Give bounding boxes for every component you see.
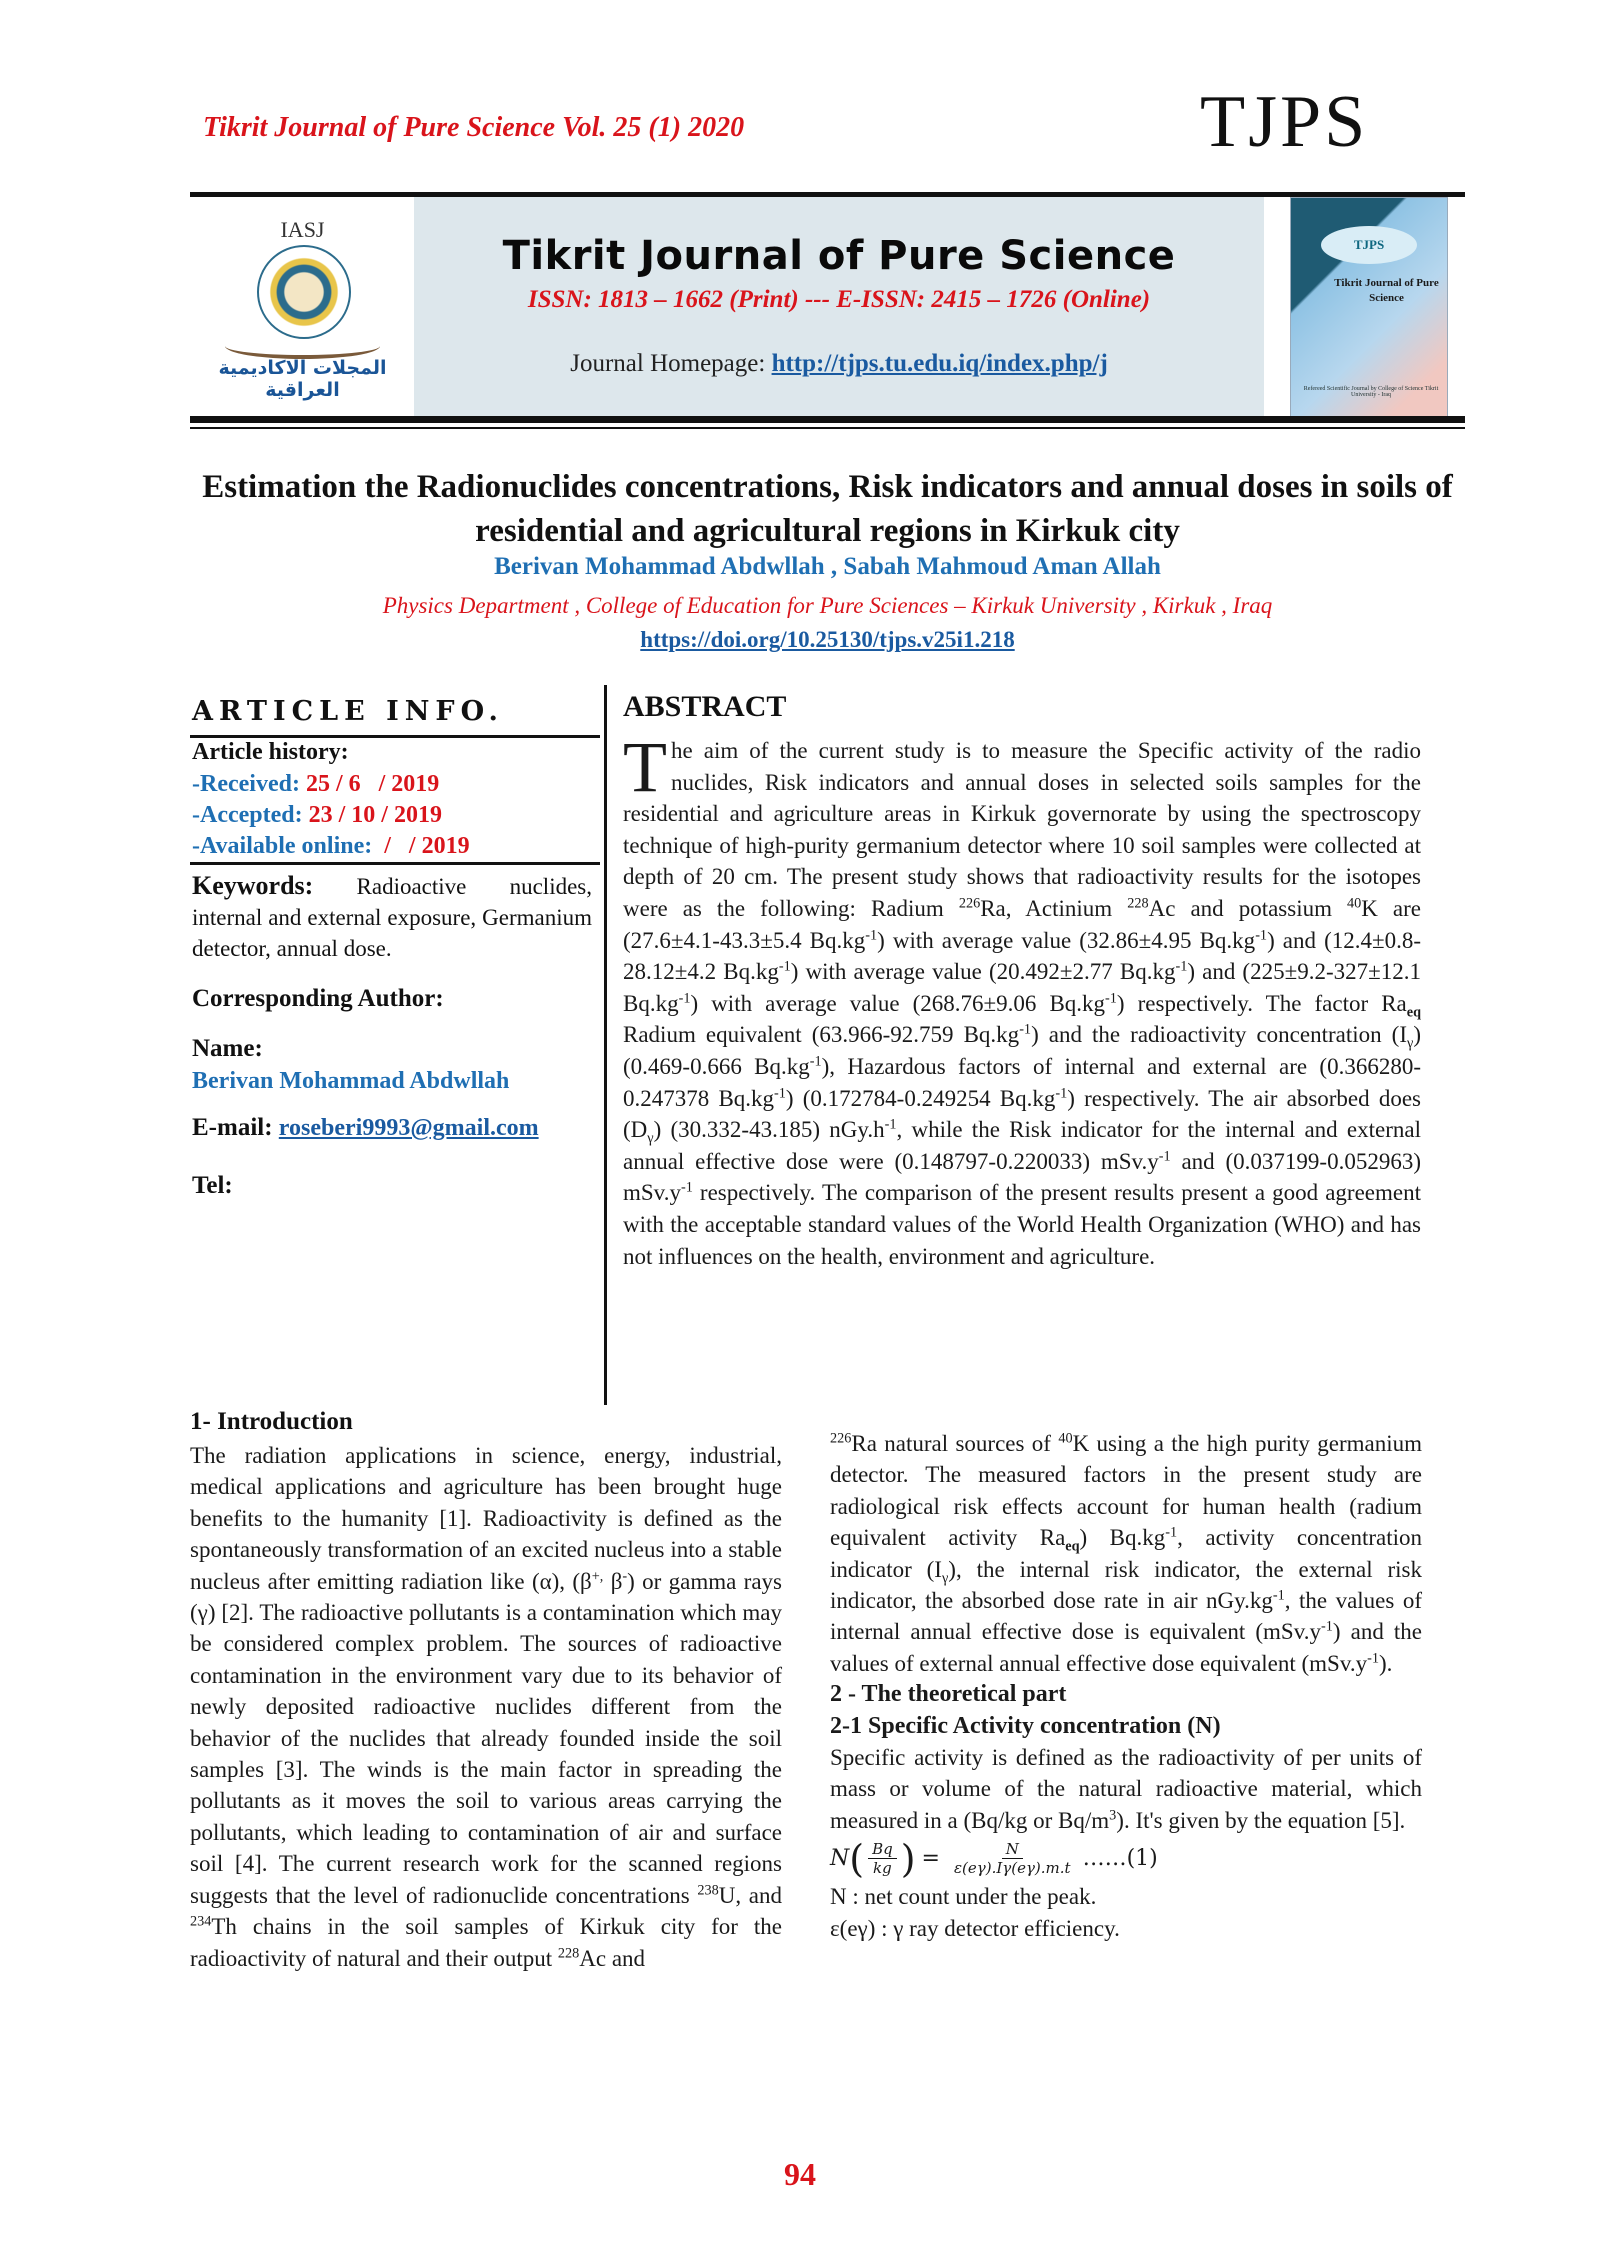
journal-cover-image — [1290, 197, 1448, 418]
exponent: -1 — [678, 990, 691, 1007]
body-text: Ra natural sources of — [851, 1431, 1059, 1456]
homepage-link[interactable]: http://tjps.tu.edu.iq/index.php/j — [771, 350, 1108, 377]
exponent: -1 — [1105, 990, 1117, 1007]
history-key: -Available online: — [192, 833, 379, 859]
history-value: 25 / 6 / 2019 — [305, 771, 440, 797]
definition-n: N : net count under the peak. — [830, 1884, 1097, 1910]
section-2-1-heading: 2-1 Specific Activity concentration (N) — [830, 1712, 1221, 1739]
subscript: eq — [1406, 1004, 1421, 1021]
abstract-text: Radium equivalent (63.966-92.759 Bq.kg — [623, 1022, 1020, 1048]
definition-epsilon: ε(eγ) : γ ray detector efficiency. — [830, 1915, 1120, 1941]
email-link[interactable]: roseberi9993@gmail.com — [278, 1115, 539, 1141]
body-text: Th chains in the soil samples of Kirkuk city for the radioactivity of natural and their output — [190, 1914, 782, 1971]
exponent: -1 — [1175, 958, 1188, 975]
rhs-fraction — [950, 1840, 1075, 1877]
abstract-text: ) (0.172784-0.249254 Bq.kg — [785, 1085, 1056, 1111]
exponent: -1 — [1255, 926, 1268, 943]
iasj-logo — [195, 205, 410, 410]
introduction-body — [190, 1440, 782, 1974]
body-text: ), the internal risk indicator, the external risk indicator, the absorbed dose rate in air nGy.kg — [830, 1556, 1422, 1614]
abstract-heading: ABSTRACT — [623, 690, 787, 723]
tel-label: Tel: — [192, 1172, 233, 1199]
body-text: ) and the values of external annual effective dose equivalent (mSv.y — [830, 1619, 1422, 1676]
abstract-text: ) with average value (268.76±9.06 Bq.kg — [690, 990, 1106, 1016]
body-text: , activity concentration indicator (I — [830, 1525, 1422, 1582]
paren-open: ( — [849, 1836, 865, 1881]
abstract-text: ) and (225±9.2-327±12.1 Bq.kg — [623, 959, 1421, 1016]
exponent: -1 — [1320, 1618, 1333, 1635]
iasj-label: IASJ — [280, 217, 325, 242]
article-doi — [190, 627, 1465, 653]
body-text: K using a the high purity germanium detector. The measured factors in the present study are radiological risk effects account for human health (radium equivalent activity Ra — [830, 1431, 1422, 1551]
history-available-online — [192, 833, 470, 860]
exponent: -1 — [774, 1084, 786, 1101]
abstract-text: respectively. The comparison of the present results present a good agreement with the acceptable standard values of the World Health Organization (WHO) and has not influences on the health, environment and agriculture. — [623, 1180, 1421, 1269]
iasj-emblem-icon — [257, 245, 351, 339]
superscript: 3 — [1109, 1807, 1117, 1824]
equation-1 — [830, 1836, 1422, 1881]
unit-fraction — [868, 1840, 897, 1877]
body-text: β — [603, 1568, 623, 1594]
history-value: 23 / 10 / 2019 — [308, 802, 442, 828]
keywords-list: Radioactive nuclides, internal and external exposure, Germanium detector, annual dose. — [192, 874, 592, 961]
introduction-heading: 1- Introduction — [190, 1408, 353, 1435]
corresponding-author-label: Corresponding Author: — [192, 985, 444, 1012]
body-text: U, and — [718, 1882, 782, 1908]
article-title: Estimation the Radionuclides concentrations, Risk indicators and annual doses in soils of residential and agricultural regions in Kirkuk city — [202, 469, 1453, 549]
abstract-text: ) with average value (32.86±4.95 Bq.kg — [877, 927, 1256, 953]
fraction-denominator: kg — [873, 1859, 892, 1878]
history-key: -Received: — [192, 771, 306, 797]
keywords-label: Keywords: — [192, 871, 314, 900]
abstract-text: ) with average value (20.492±2.77 Bq.kg — [790, 959, 1176, 985]
section-2-1-text — [830, 1742, 1422, 1836]
subscript: γ — [1407, 1035, 1414, 1052]
fraction-denominator: ε(eγ).Iγ(eγ).m.t — [953, 1859, 1071, 1878]
cover-title: Tikrit Journal of Pure Science — [1334, 277, 1439, 304]
subscript: eq — [1065, 1538, 1080, 1555]
body-text: ). It's given by the equation [5]. — [1116, 1807, 1406, 1833]
mass-number: 238 — [697, 1882, 719, 1899]
mass-number: 228 — [557, 1944, 580, 1961]
fraction-numerator: N — [1002, 1840, 1023, 1859]
journal-issn: ISSN: 1813 – 1662 (Print) --- E-ISSN: 2415 – 1726 (Online) — [527, 286, 1151, 313]
abstract-text: ) respectively. The factor Ra — [1116, 990, 1407, 1016]
body-text: Specific activity is defined as the radioactivity of per units of mass or volume of the natural radioactive material, which measured in a (Bq/kg or Bq/m — [830, 1745, 1422, 1833]
journal-homepage — [414, 350, 1264, 378]
abstract-text: ) respectively. The air absorbed does (D — [623, 1085, 1421, 1143]
journal-name: Tikrit Journal of Pure Science — [502, 233, 1176, 279]
body-text: Ac and — [579, 1945, 646, 1971]
article-info-rule — [190, 735, 600, 738]
abstract-text: and (0.037199-0.052963) mSv.y — [623, 1148, 1421, 1206]
abstract-text: , while the Risk indicator for the internal and external annual effective dose were (0.148797-0.220033) mSv.y — [623, 1117, 1421, 1174]
journal-mark: TJPS — [1200, 81, 1369, 163]
exponent: -1 — [1165, 1524, 1178, 1541]
abstract-text: ) (0.469-0.666 Bq.kg — [623, 1022, 1421, 1079]
exponent: -1 — [680, 1179, 693, 1196]
banner-bottom-rule — [190, 416, 1465, 423]
page-number: 94 — [784, 2156, 816, 2192]
body-text: ). — [1378, 1650, 1393, 1676]
exponent: -1 — [884, 1116, 897, 1133]
mass-number: 40 — [1058, 1430, 1073, 1447]
email-row — [192, 1114, 539, 1142]
cover-footer: Refereed Scientific Journal by College of Science Tikrit University - Iraq — [1303, 386, 1439, 398]
running-title: Tikrit Journal of Pure Science Vol. 25 (1) 2020 — [203, 112, 745, 143]
abstract-text: ) and (12.4±0.8-28.12±4.2 Bq.kg — [623, 927, 1422, 985]
article-info-rule — [190, 862, 600, 865]
abstract-text: ) (30.332-43.185) nGy.h — [653, 1117, 885, 1143]
abstract-text: Ac and potassium — [1148, 895, 1348, 921]
article-info-heading: ARTICLE INFO. — [192, 696, 504, 727]
history-accepted — [192, 802, 442, 829]
body-text: The radiation applications in science, energy, industrial, medical applications and agriculture has been brought huge benefits to the humanity [1]. Radioactivity is defined as the spontaneously transformation of an excited nucleus into a stable nucleus after emitting radiation like (α), (β — [190, 1443, 782, 1594]
iasj-arabic-name: المجلات الاكاديمية العراقية — [218, 357, 387, 401]
body-text: , the values of internal annual effective dose is equivalent (mSv.y — [830, 1588, 1423, 1645]
cover-badge: TJPS — [1321, 226, 1417, 264]
paren-close: ) — [900, 1836, 916, 1881]
email-label: E-mail: — [192, 1114, 279, 1141]
equation-label: ……(1) — [1082, 1846, 1158, 1872]
mass-number: 234 — [190, 1913, 212, 1930]
exponent: -1 — [1158, 1148, 1171, 1165]
exponent: -1 — [1272, 1587, 1285, 1604]
abstract-text: ), Hazardous factors of internal and external are (0.366280-0.247378 Bq.kg — [623, 1053, 1421, 1111]
section-2-heading: 2 - The theoretical part — [830, 1681, 1067, 1708]
exponent: -1 — [865, 926, 878, 943]
intro-continuation — [830, 1428, 1422, 1679]
abstract-text: Ra, Actinium — [980, 895, 1128, 921]
body-text: ) or gamma rays (γ) [2]. The radioactive pollutants is a contamination which may be considered complex problem. The sources of radioactive contamination in the environment vary due to its behavior of newly deposited radioactive nuclides different from the behavior of the nuclides that already founded inside the soil samples [3]. The winds is the main factor in spreading the pollutants as it moves the soil to various areas carrying the pollutants, which leading to contamination of air and surface soil [4]. The current research work for the scanned regions suggests that the level of radionuclide concentrations — [190, 1568, 783, 1908]
exponent: -1 — [1055, 1084, 1068, 1101]
abstract-text: he aim of the current study is to measure the Specific activity of the radio nuclides, Risk indicators and annual doses in selected soils samples for the residential and agriculture areas in Kirkuk governorate by using the spectroscopy technique of high-purity germanium detector where 10 soil samples were collected at depth of 20 cm. The present study shows that radioactivity results for the isotopes were as the following: Radium — [623, 738, 1421, 921]
body-text: ) Bq.kg — [1079, 1525, 1166, 1551]
article-affiliation: Physics Department , College of Education for Pure Sciences – Kirkuk University , Kirkuk , Iraq — [382, 593, 1273, 618]
exponent: -1 — [1367, 1650, 1379, 1667]
open-book-icon — [225, 333, 380, 359]
exponent: -1 — [778, 958, 791, 975]
article-authors: Berivan Mohammad Abdwllah , Sabah Mahmoud Aman Allah — [494, 553, 1161, 580]
mass-number: 226 — [830, 1430, 852, 1447]
keywords — [192, 870, 592, 964]
name-label: Name: — [192, 1035, 263, 1062]
superscript: +, — [591, 1567, 604, 1584]
mass-number: 40 — [1347, 895, 1362, 912]
history-received — [192, 771, 439, 798]
banner-bottom-rule-thin — [190, 427, 1465, 429]
author-name: Berivan Mohammad Abdwllah — [192, 1068, 510, 1094]
history-key: -Accepted: — [192, 802, 309, 828]
equals-sign: = — [921, 1846, 940, 1872]
subscript: γ — [941, 1570, 949, 1587]
column-divider — [604, 685, 607, 1405]
drop-cap: T — [623, 727, 667, 807]
abstract-body — [623, 727, 1422, 1272]
doi-link[interactable]: https://doi.org/10.25130/tjps.v25i1.218 — [640, 627, 1015, 652]
homepage-label: Journal Homepage: — [570, 350, 772, 377]
abstract-text: ) and the radioactivity concentration (I — [1031, 1022, 1407, 1048]
equation-lhs: N — [830, 1846, 850, 1872]
exponent: -1 — [809, 1053, 822, 1070]
subscript: γ — [647, 1130, 654, 1147]
right-column — [830, 1428, 1422, 1944]
exponent: -1 — [1019, 1021, 1032, 1038]
history-value: / / 2019 — [378, 833, 470, 859]
abstract-text: K are (27.6±4.1-43.3±5.4 Bq.kg — [623, 895, 1421, 953]
mass-number: 228 — [1127, 895, 1149, 912]
fraction-numerator: Bq — [868, 1840, 897, 1859]
article-history-label: Article history: — [192, 739, 349, 765]
mass-number: 226 — [958, 895, 981, 912]
superscript: - — [622, 1567, 628, 1584]
